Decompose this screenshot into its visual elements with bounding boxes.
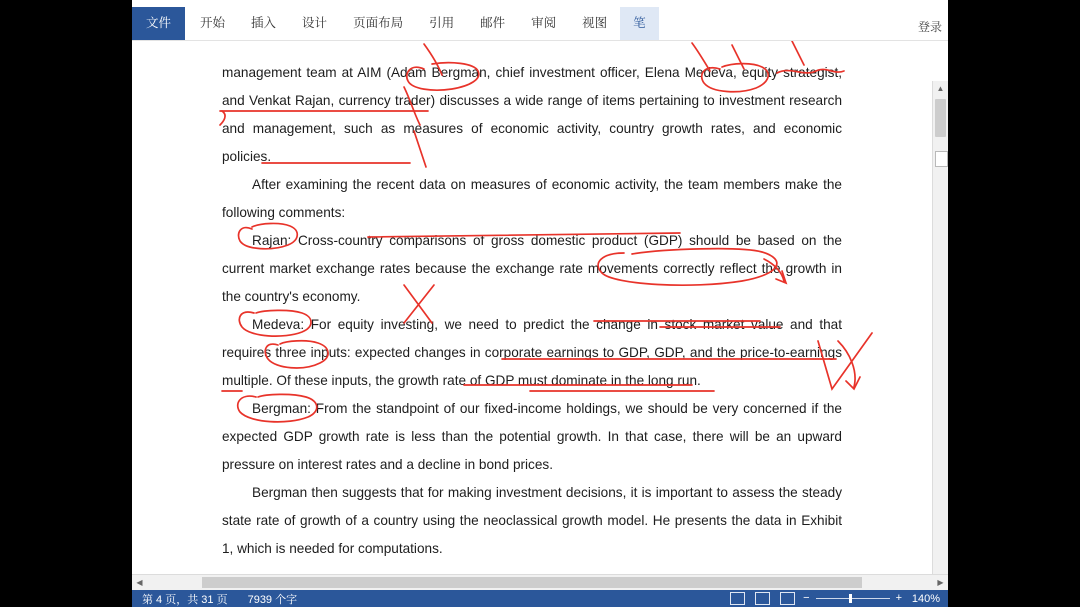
paragraph-medeva: Medeva: For equity investing, we need to predict the change in stock market value and that requires three inputs: expected changes in corporate earnings to GDP, GDP, and the price-to-earnings multiple. Of these inputs, the growth rate of GDP must dominate in the long run. [222,317,842,388]
tab-home[interactable]: 开始 [200,16,226,30]
document-body [222,41,842,576]
page-indicator[interactable]: 第 4 页，共 31 页 [142,593,228,606]
view-buttons[interactable] [730,592,803,605]
document-vertical-scrollbar[interactable] [932,81,948,576]
zoom-control[interactable] [803,593,948,605]
word-count[interactable]: 7939 个字 [247,593,298,606]
web-layout-icon[interactable] [780,592,795,605]
read-mode-icon[interactable] [730,592,745,605]
tab-page-layout[interactable]: 页面布局 [353,16,404,30]
paragraph-after-examining: After examining the recent data on measures of economic activity, the team members make the following comments: [222,177,842,220]
scroll-up-arrow[interactable]: ▲ [933,81,948,96]
tab-references[interactable]: 引用 [429,16,455,30]
scroll-left-arrow[interactable]: ◀ [136,578,143,587]
tab-insert[interactable]: 插入 [251,16,277,30]
paragraph-bergman: Bergman: From the standpoint of our fixed-income holdings, we should be very concerned if the expected GDP growth rate is less than the potential growth. In that case, there will be an upward pressure on interest rates and a decline in bond prices. [222,401,842,472]
word-window [132,0,948,607]
tab-design[interactable]: 设计 [302,16,328,30]
zoom-in-button[interactable]: + [895,592,902,604]
tab-view[interactable]: 视图 [582,16,608,30]
paragraph-intro: management team at AIM (Adam Bergman, chief investment officer, Elena Medeva, equity strategist, and Venkat Rajan, currency trader) discusses a wide range of items pertaining to investment research and management, such as measures of economic activity, country growth rates, and economic policies. [222,65,842,164]
zoom-level[interactable]: 140% [911,592,940,605]
zoom-slider-knob[interactable] [849,594,852,603]
paragraph-bergman-suggests: Bergman then suggests that for making investment decisions, it is important to assess the steady state rate of growth of a country using the neoclassical growth model. He presents the data in Exhibit 1, which is needed for computations. [222,485,842,556]
document-page [222,41,842,576]
ribbon-tab-list [132,0,948,40]
tab-review[interactable]: 审阅 [531,16,557,30]
print-layout-icon[interactable] [755,592,770,605]
document-horizontal-scrollbar[interactable] [132,574,948,590]
status-bar [132,590,948,607]
tab-mailings[interactable]: 邮件 [480,16,506,30]
scroll-thumb[interactable] [935,99,946,137]
scroll-right-arrow[interactable]: ▶ [937,578,944,587]
ribbon [132,0,948,41]
sign-in-link[interactable]: 登录 [917,20,942,34]
tab-file[interactable]: 文件 [132,7,185,40]
tab-pen[interactable]: 笔 [620,7,659,40]
zoom-slider[interactable] [816,598,890,599]
zoom-out-button[interactable]: − [803,592,810,604]
hscroll-thumb[interactable] [202,577,862,588]
document-canvas[interactable] [132,41,948,576]
scroll-object-box[interactable] [935,151,948,167]
paragraph-rajan: Rajan: Cross-country comparisons of gross domestic product (GDP) should be based on the current market exchange rates because the exchange rate movements correctly reflect the growth in the country's economy. [222,233,842,304]
